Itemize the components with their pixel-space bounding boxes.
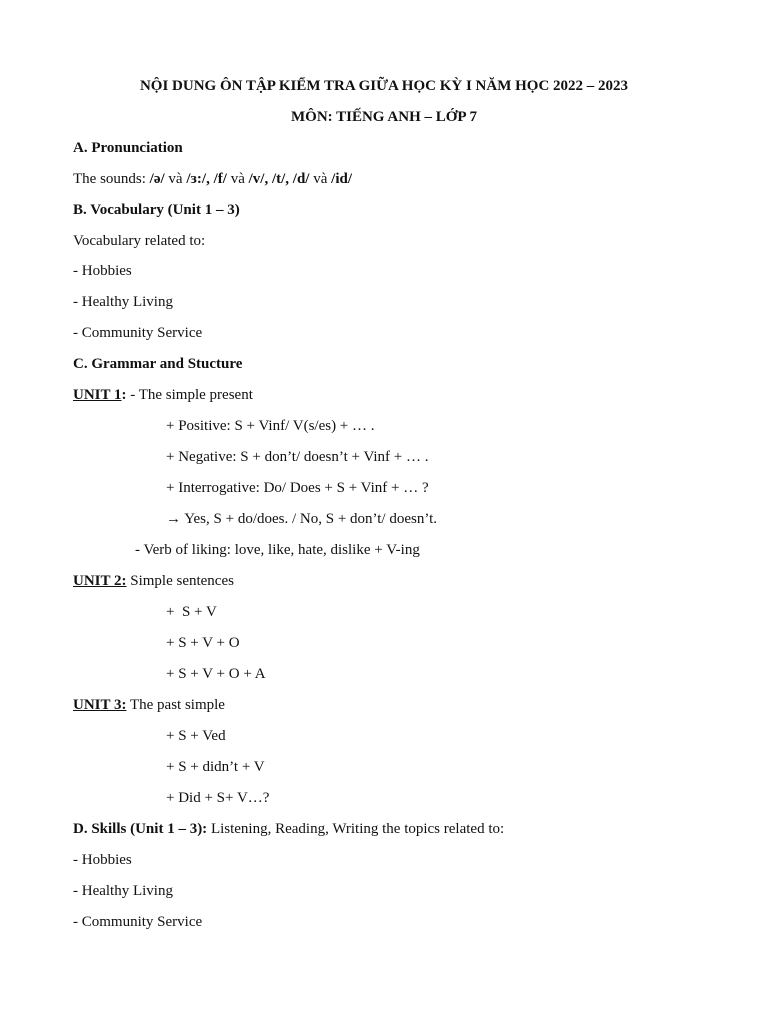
section-d-heading: D. Skills (Unit 1 – 3): [73, 821, 208, 837]
sound-and-3: và [309, 171, 332, 187]
unit-1-line [73, 385, 253, 405]
sound-v: /v/ [248, 171, 265, 187]
sound-comma-1: , [206, 171, 214, 187]
grammar-interrogative: + Interrogative: Do/ Does + S + Vinf + … ? [166, 480, 429, 496]
document-subtitle: MÔN: TIẾNG ANH – LỚP 7 [291, 109, 477, 125]
vocab-item-hobbies: - Hobbies [73, 263, 132, 279]
skills-item-healthy-living: - Healthy Living [73, 883, 173, 899]
document-title: NỘI DUNG ÔN TẬP KIỂM TRA GIỮA HỌC KỲ I NĂM HỌC 2022 – 2023 [139, 78, 629, 94]
sound-schwa: /ə/ [149, 171, 165, 187]
sound-and-2: và [226, 171, 249, 187]
section-d-line [73, 819, 504, 839]
section-b-heading: B. Vocabulary (Unit 1 – 3) [73, 202, 240, 218]
sound-d: /d/ [292, 171, 310, 187]
sound-f: /f/ [213, 171, 227, 187]
sound-t: /t/ [271, 171, 286, 187]
sound-long-er: /ɜ:/ [186, 171, 207, 187]
sound-and-1: và [164, 171, 187, 187]
grammar-positive: + Positive: S + Vinf/ V(s/es) + … . [166, 418, 375, 434]
sentence-s-v: + S + V [166, 604, 217, 620]
sound-comma-3: , [285, 171, 293, 187]
unit-1-label: UNIT 1 [73, 387, 122, 403]
skills-item-community-service: - Community Service [73, 914, 203, 930]
sound-id: /id/ [331, 171, 353, 187]
sounds-prefix: The sounds: [73, 171, 150, 187]
sentence-s-v-o: + S + V + O [166, 635, 240, 651]
vocab-item-community-service: - Community Service [73, 325, 203, 341]
vocabulary-intro: Vocabulary related to: [73, 233, 206, 249]
section-a-heading: A. Pronunciation [73, 140, 183, 156]
sound-comma-2: , [264, 171, 272, 187]
past-positive: + S + Ved [166, 728, 226, 744]
unit-2-line [73, 571, 234, 591]
pronunciation-sounds [73, 169, 352, 189]
past-question: + Did + S+ V…? [166, 790, 270, 806]
grammar-negative: + Negative: S + don’t/ doesn’t + Vinf + … . [166, 449, 429, 465]
unit-1-colon: : [121, 387, 127, 403]
vocab-item-healthy-living: - Healthy Living [73, 294, 173, 310]
unit-3-text: The past simple [126, 697, 225, 713]
unit-1-text: - The simple present [126, 387, 253, 403]
unit-3-line [73, 695, 225, 715]
unit-2-text: Simple sentences [126, 573, 234, 589]
grammar-short-answer: → Yes, S + do/does. / No, S + don’t/ doesn’t. [166, 511, 437, 527]
sentence-s-v-o-a: + S + V + O + A [166, 666, 266, 682]
past-negative: + S + didn’t + V [166, 759, 265, 775]
section-d-text: Listening, Reading, Writing the topics related to: [207, 821, 505, 837]
section-c-heading: C. Grammar and Stucture [73, 356, 243, 372]
unit-3-label: UNIT 3: [73, 697, 127, 713]
verb-of-liking: - Verb of liking: love, like, hate, dislike + V-ing [135, 542, 420, 558]
skills-item-hobbies: - Hobbies [73, 852, 132, 868]
unit-2-label: UNIT 2: [73, 573, 127, 589]
